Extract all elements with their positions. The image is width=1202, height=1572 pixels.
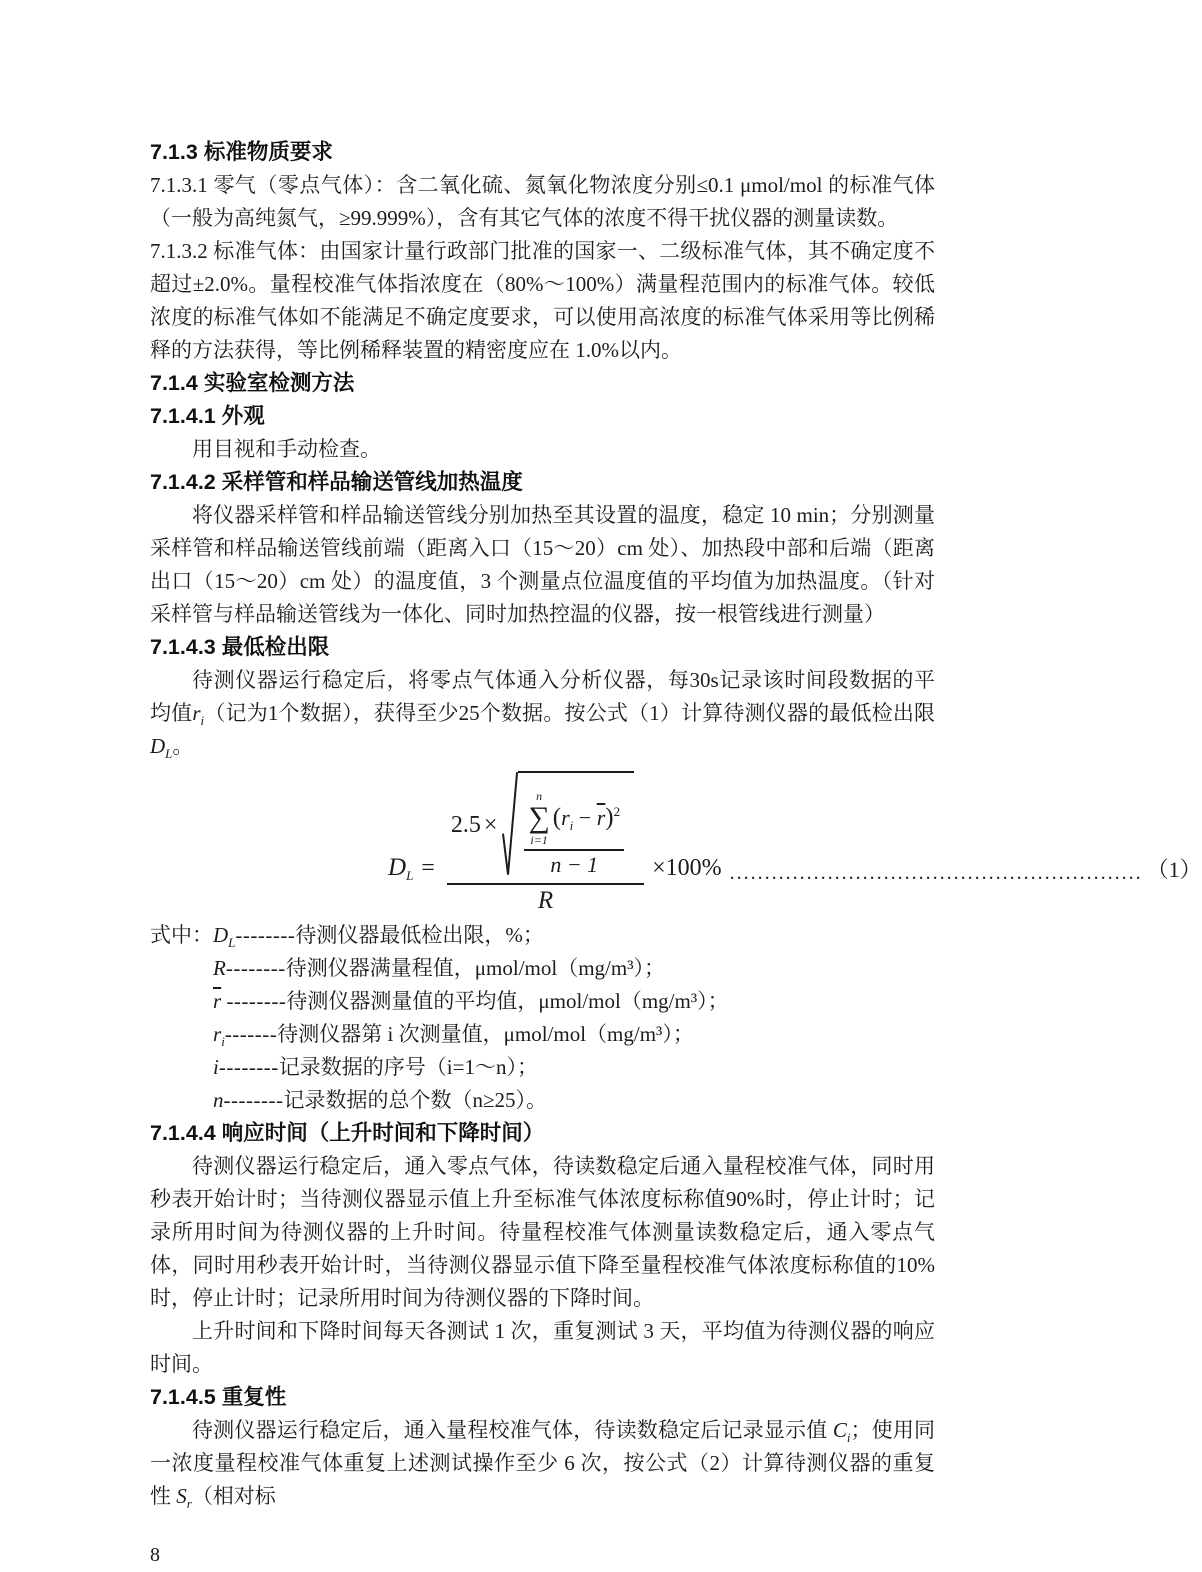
variable-subscript: i: [846, 1430, 851, 1445]
definition-text: 待测仪器第 i 次测量值，μmol/mol（mg/m³）；: [277, 1022, 694, 1046]
times-sign: ×: [483, 811, 498, 838]
sum-lower-limit: i=1: [530, 833, 548, 847]
inner-denominator: [524, 849, 624, 879]
sqrt-radical-icon: [502, 771, 518, 879]
definition-n: [213, 1084, 935, 1117]
heading-7-1-4-1: [150, 400, 935, 433]
symbol-subscript: L: [228, 935, 236, 950]
page-number: 8: [150, 1544, 160, 1566]
definition-DL: [150, 919, 935, 952]
variable-r: r: [192, 701, 201, 725]
coefficient: 2.5: [450, 811, 481, 838]
square-root: [502, 771, 634, 879]
heading-7-1-4-5: [150, 1381, 935, 1414]
heading-title: 标准物质要求: [203, 140, 333, 164]
variable-DL: D: [150, 734, 166, 758]
equation-lhs: [388, 853, 413, 883]
heading-title: 外观: [221, 404, 265, 428]
text-run: （记为1个数据），获得至少25个数据。按公式（1）计算待测仪器的最低检出限: [204, 701, 936, 725]
close-paren: ): [605, 804, 614, 831]
heading-number: 7.1.4.2: [150, 470, 216, 494]
heading-7-1-4-4: [150, 1117, 935, 1150]
variable-Sr: S: [176, 1484, 187, 1508]
definition-i: [213, 1051, 935, 1084]
text-run: ；使用同一浓度量程校准气体重复上述测试操作至少 6 次，按公式（2）计算待测仪器的重复性: [150, 1418, 936, 1508]
paragraph-7-1-4-1: 用目视和手动检查。: [192, 437, 381, 461]
heading-title: 最低检出限: [221, 635, 330, 659]
outer-numerator: [447, 771, 644, 883]
paragraph-7-1-4-5: [150, 1414, 935, 1513]
variable-subscript: L: [165, 746, 173, 761]
heading-title: 重复性: [221, 1385, 287, 1409]
symbol: n: [213, 1088, 224, 1112]
definition-text: 记录数据的序号（i=1～n）；: [278, 1055, 538, 1079]
variable-Ci: C: [832, 1418, 847, 1442]
heading-title: 采样管和样品输送管线加热温度: [221, 470, 523, 494]
definition-rbar: [213, 985, 935, 1018]
outer-fraction: [447, 771, 644, 917]
heading-number: 7.1.4.1: [150, 404, 216, 428]
open-paren: (: [552, 804, 562, 831]
definition-text: 记录数据的总个数（n≥25）。: [283, 1088, 547, 1112]
dashes: --------: [218, 1055, 279, 1079]
heading-7-1-4-2: [150, 466, 935, 499]
variable-ri: r: [561, 805, 570, 830]
heading-number: 7.1.4.4: [150, 1121, 216, 1145]
exponent: 2: [613, 804, 621, 819]
inner-numerator: [524, 789, 624, 849]
times-100-percent: ×100%: [652, 855, 722, 881]
symbol: $\overline{r}$: [213, 989, 222, 1013]
summation: [528, 789, 549, 847]
text-run: 待测仪器运行稳定后，通入量程校准气体，待读数稳定后记录显示值: [192, 1418, 833, 1442]
symbol: r: [213, 1022, 222, 1046]
variable-subscript: i: [569, 818, 574, 833]
definition-text: 待测仪器满量程值，μmol/mol（mg/m³）；: [285, 956, 666, 980]
sigma-icon: ∑: [528, 801, 550, 834]
variable-rbar: $\overline{r}$: [596, 805, 606, 830]
equation-number: （1）: [1146, 857, 1202, 882]
dashes: --------: [223, 1088, 284, 1112]
sum-upper-limit: n: [536, 789, 543, 803]
equals-sign: =: [421, 855, 435, 881]
variable-R: R: [537, 887, 554, 914]
formula-definitions: [150, 919, 935, 1117]
heading-title: 响应时间（上升时间和下降时间）: [221, 1121, 545, 1145]
definition-ri: [213, 1018, 935, 1051]
paragraph-7-1-4-4-a: 待测仪器运行稳定后，通入零点气体，待读数稳定后通入量程校准气体，同时用秒表开始计时；当待测仪器显示值上升至标准气体浓度标称值90%时，停止计时；记录所用时间为待测仪器的上升时间。待量程校准气体测量读数稳定后，通入零点气体，同时用秒表开始计时，当待测仪器显示值下降至量程校准气体浓度标称值的10%时，停止计时；记录所用时间为待测仪器的下降时间。: [150, 1154, 935, 1310]
heading-number: 7.1.4.5: [150, 1385, 216, 1409]
dashes: --------: [235, 923, 296, 947]
variable-subscript: L: [406, 868, 414, 883]
inner-fraction: [524, 789, 624, 879]
radicand: [518, 771, 634, 879]
minus-sign: −: [573, 805, 597, 830]
paragraph-7-1-4-2: 将仪器采样管和样品输送管线分别加热至其设置的温度，稳定 10 min；分别测量采样管和样品输送管线前端（距离入口（15～20）cm 处）、加热段中部和后端（距离出口（15～20）cm 处）的温度值，3 个测量点位温度值的平均值为加热温度。（针对采样管与样品输送管线为一体化、同时加热控温的仪器，按一根管线进行测量）: [150, 503, 935, 626]
symbol: i: [213, 1055, 219, 1079]
definition-text: 待测仪器测量值的平均值，μmol/mol（mg/m³）；: [286, 989, 729, 1013]
symbol-subscript: i: [221, 1034, 225, 1049]
paragraph-7-1-3-2: 7.1.3.2 标准气体：由国家计量行政部门批准的国家一、二级标准气体，其不确定度不超过±2.0%。量程校准气体指浓度在（80%～100%）满量程范围内的标准气体。较低浓度的标准气体如不能满足不确定度要求，可以使用高浓度的标准气体采用等比例稀释的方法获得，等比例稀释装置的精密度应在 1.0%以内。: [150, 239, 935, 362]
variable-DL: D: [388, 854, 407, 881]
text-run: 待测仪器运行稳定后，将零点气体通入分析仪器，每30s记录该时间段数据的平均值: [150, 668, 935, 725]
definition-text: 待测仪器最低检出限，%；: [295, 923, 544, 947]
symbol: R: [213, 956, 226, 980]
paragraph-7-1-4-4-b: 上升时间和下降时间每天各测试 1 次，重复测试 3 天，平均值为待测仪器的响应时间。: [150, 1319, 935, 1376]
dot-leader: ...........................................................: [729, 862, 1143, 884]
text-run: 。: [172, 734, 194, 758]
heading-7-1-4-3: [150, 631, 935, 664]
dashes: --------: [225, 956, 286, 980]
heading-title: 实验室检测方法: [203, 371, 355, 395]
text-run: （相对标: [191, 1484, 276, 1508]
heading-7-1-3: [150, 136, 935, 169]
symbol: D: [213, 923, 229, 947]
paragraph-7-1-3-1: 7.1.3.1 零气（零点气体）：含二氧化硫、氮氧化物浓度分别≤0.1 μmol/mol 的标准气体（一般为高纯氮气，≥99.999%），含有其它气体的浓度不得干扰仪器的测量读数。: [150, 173, 935, 230]
n-minus-1: n − 1: [550, 852, 599, 877]
defs-lead: 式中：: [150, 923, 213, 947]
outer-denominator: [447, 883, 644, 917]
equation-1: [150, 765, 1202, 915]
sum-term: [553, 804, 620, 832]
heading-number: 7.1.3: [150, 140, 198, 164]
heading-number: 7.1.4.3: [150, 635, 216, 659]
variable-subscript: i: [200, 713, 205, 728]
variable-subscript: r: [186, 1496, 192, 1511]
paragraph-7-1-4-3: [150, 664, 935, 763]
definition-R: [213, 952, 935, 985]
dashes: --------: [226, 989, 287, 1013]
dashes: -------: [224, 1022, 278, 1046]
heading-7-1-4: [150, 367, 935, 400]
heading-number: 7.1.4: [150, 371, 198, 395]
